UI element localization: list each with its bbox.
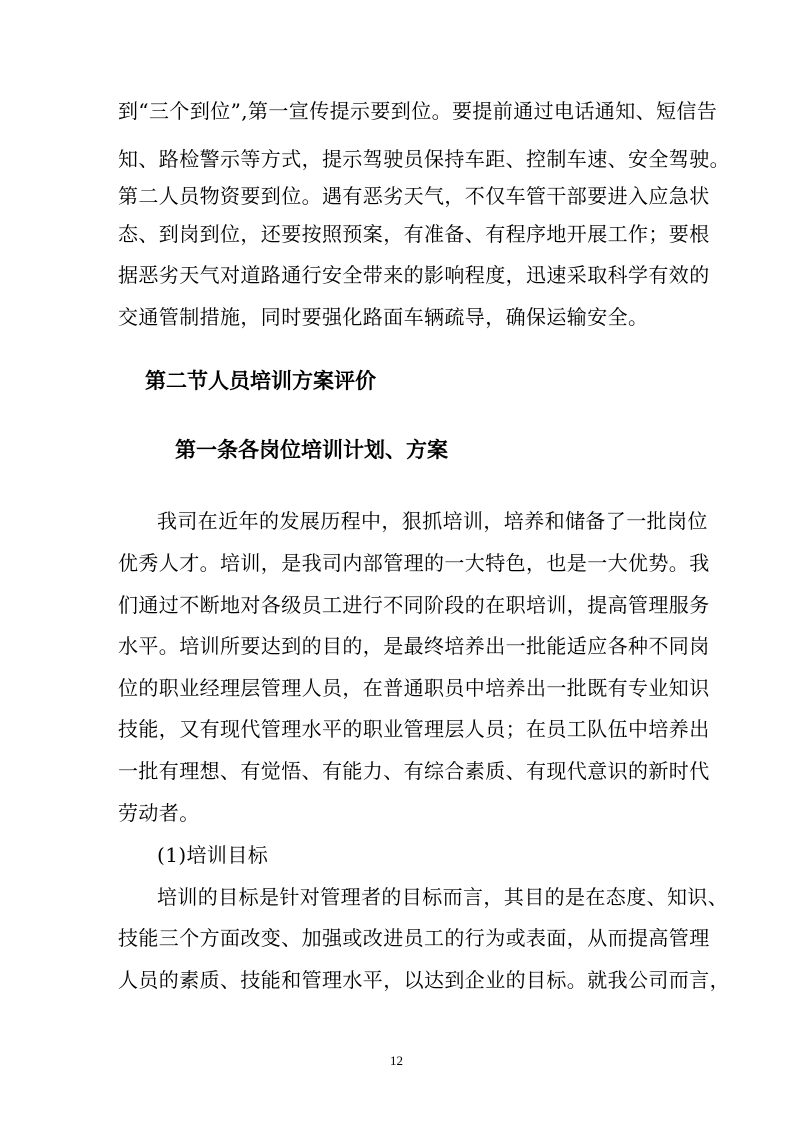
paragraph-2-line-8: 劳动者。 xyxy=(118,801,200,825)
paragraph-2-line-4: 水平。培训所要达到的目的，是最终培养出一批能适应各种不同岗 xyxy=(118,634,710,658)
paragraph-1-line-6: 交通管制措施，同时要强化路面车辆疏导，确保运输安全。 xyxy=(118,305,649,329)
paragraph-1-line-4: 态、到岗到位，还要按照预案，有准备、有程序地开展工作；要根 xyxy=(118,222,710,246)
paragraph-3-line-2: 技能三个方面改变、加强或改进员工的行为或表面，从而提高管理 xyxy=(118,926,710,950)
paragraph-1-line-5: 据恶劣天气对道路通行安全带来的影响程度，迅速采取科学有效的 xyxy=(118,263,710,287)
paragraph-3-line-3: 人员的素质、技能和管理水平，以达到企业的目标。就我公司而言， xyxy=(118,968,730,992)
paragraph-2-line-6: 技能，又有现代管理水平的职业管理层人员；在员工队伍中培养出 xyxy=(118,717,710,741)
paragraph-2-line-3: 们通过不断地对各级员工进行不同阶段的在职培训，提高管理服务 xyxy=(118,593,710,617)
paragraph-1-line-2: 知、路检警示等方式，提示驾驶员保持车距、控制车速、安全驾驶。 xyxy=(118,147,730,171)
page-number: 12 xyxy=(390,1053,403,1068)
paragraph-2-line-7: 一批有理想、有觉悟、有能力、有综合素质、有现代意识的新时代 xyxy=(118,759,710,783)
paragraph-2-line-2: 优秀人才。培训，是我司内部管理的一大特色，也是一大优势。我 xyxy=(118,551,710,575)
paragraph-2-line-1: 我司在近年的发展历程中，狠抓培训，培养和储备了一批岗位 xyxy=(157,509,708,533)
paragraph-3-line-1: 培训的目标是针对管理者的目标而言，其目的是在态度、知识、 xyxy=(157,885,729,909)
article-heading: 第一条各岗位培训计划、方案 xyxy=(175,437,448,462)
paragraph-2-line-5: 位的职业经理层管理人员，在普通职员中培养出一批既有专业知识 xyxy=(118,676,710,700)
paragraph-1-line-3: 第二人员物资要到位。遇有恶劣天气，不仅车管干部要进入应急状 xyxy=(118,184,710,208)
paragraph-1-line-1: 到“三个到位”,第一宣传提示要到位。要提前通过电话通知、短信告 xyxy=(118,99,718,123)
subheading-training-goals: (1)培训目标 xyxy=(157,843,269,867)
section-heading: 第二节人员培训方案评价 xyxy=(145,368,376,393)
